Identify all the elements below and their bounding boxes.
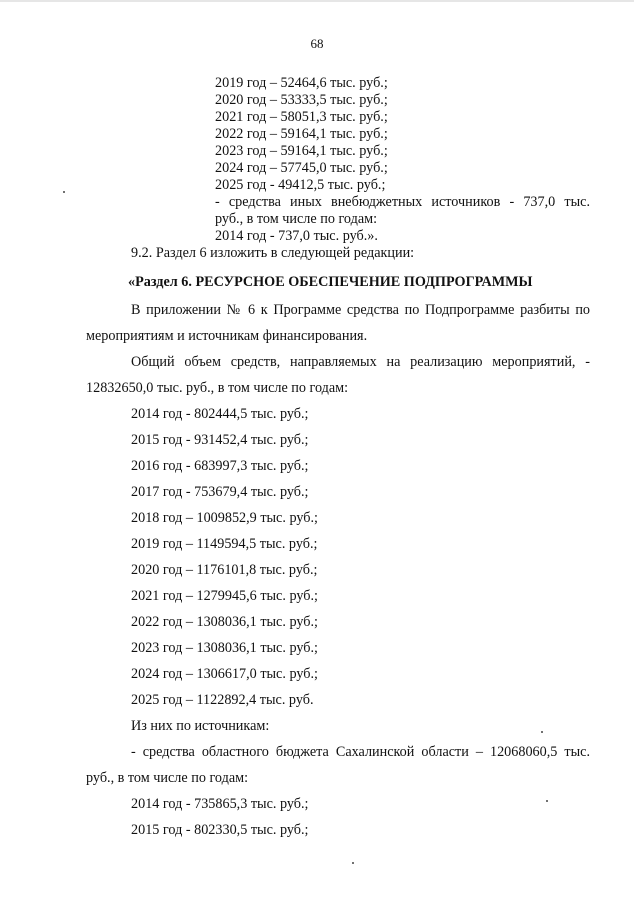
regional-budget-line: - средства областного бюджета Сахалинской области – 12068060,5 тыс. xyxy=(131,744,590,760)
year-line: 2023 год – 1308036,1 тыс. руб.; xyxy=(131,640,318,656)
year-line: 2014 год - 802444,5 тыс. руб.; xyxy=(131,406,309,422)
year-line: 2015 год - 931452,4 тыс. руб.; xyxy=(131,432,309,448)
year-line: 2022 год – 59164,1 тыс. руб.; xyxy=(215,126,388,142)
regional-budget-line: руб., в том числе по годам: xyxy=(86,770,249,786)
section-title: «Раздел 6. РЕСУРСНОЕ ОБЕСПЕЧЕНИЕ ПОДПРОГРАММЫ xyxy=(128,274,533,290)
year-line: 2019 год – 1149594,5 тыс. руб.; xyxy=(131,536,318,552)
year-line: 2014 год - 735865,3 тыс. руб.; xyxy=(131,796,309,812)
year-line: 2019 год – 52464,6 тыс. руб.; xyxy=(215,75,388,91)
year-line: 2022 год – 1308036,1 тыс. руб.; xyxy=(131,614,318,630)
scan-speck xyxy=(352,862,354,864)
other-sources-line: руб., в том числе по годам: xyxy=(215,211,378,227)
sources-heading: Из них по источникам: xyxy=(131,718,270,734)
year-line: 2021 год – 58051,3 тыс. руб.; xyxy=(215,109,388,125)
scan-speck xyxy=(63,191,65,193)
scan-speck xyxy=(541,731,543,733)
year-line: 2025 год – 1122892,4 тыс. руб. xyxy=(131,692,314,708)
year-line: 2024 год – 1306617,0 тыс. руб.; xyxy=(131,666,318,682)
paragraph-line: В приложении № 6 к Программе средства по Подпрограмме разбиты по xyxy=(131,302,590,318)
paragraph-line: мероприятиям и источникам финансирования. xyxy=(86,328,368,344)
other-sources-year-line: 2014 год - 737,0 тыс. руб.». xyxy=(215,228,378,244)
year-line: 2020 год – 53333,5 тыс. руб.; xyxy=(215,92,388,108)
page-number: 68 xyxy=(310,36,324,51)
section-intro: 9.2. Раздел 6 изложить в следующей редакции: xyxy=(131,245,415,261)
scan-speck xyxy=(546,800,548,802)
year-line: 2023 год – 59164,1 тыс. руб.; xyxy=(215,143,388,159)
funding-continuation-block xyxy=(215,75,590,245)
year-line: 2018 год – 1009852,9 тыс. руб.; xyxy=(131,510,318,526)
year-line: 2016 год - 683997,3 тыс. руб.; xyxy=(131,458,309,474)
year-line: 2021 год – 1279945,6 тыс. руб.; xyxy=(131,588,318,604)
other-sources-line: - средства иных внебюджетных источников - 737,0 тыс. xyxy=(215,194,590,210)
paragraph-line: 12832650,0 тыс. руб., в том числе по годам: xyxy=(86,380,349,396)
scan-top-edge xyxy=(0,0,634,2)
year-line: 2025 год - 49412,5 тыс. руб.; xyxy=(215,177,386,193)
paragraph-line: Общий объем средств, направляемых на реализацию мероприятий, - xyxy=(131,354,590,370)
year-line: 2017 год - 753679,4 тыс. руб.; xyxy=(131,484,309,500)
year-line: 2015 год - 802330,5 тыс. руб.; xyxy=(131,822,309,838)
year-line: 2020 год – 1176101,8 тыс. руб.; xyxy=(131,562,318,578)
year-line: 2024 год – 57745,0 тыс. руб.; xyxy=(215,160,388,176)
